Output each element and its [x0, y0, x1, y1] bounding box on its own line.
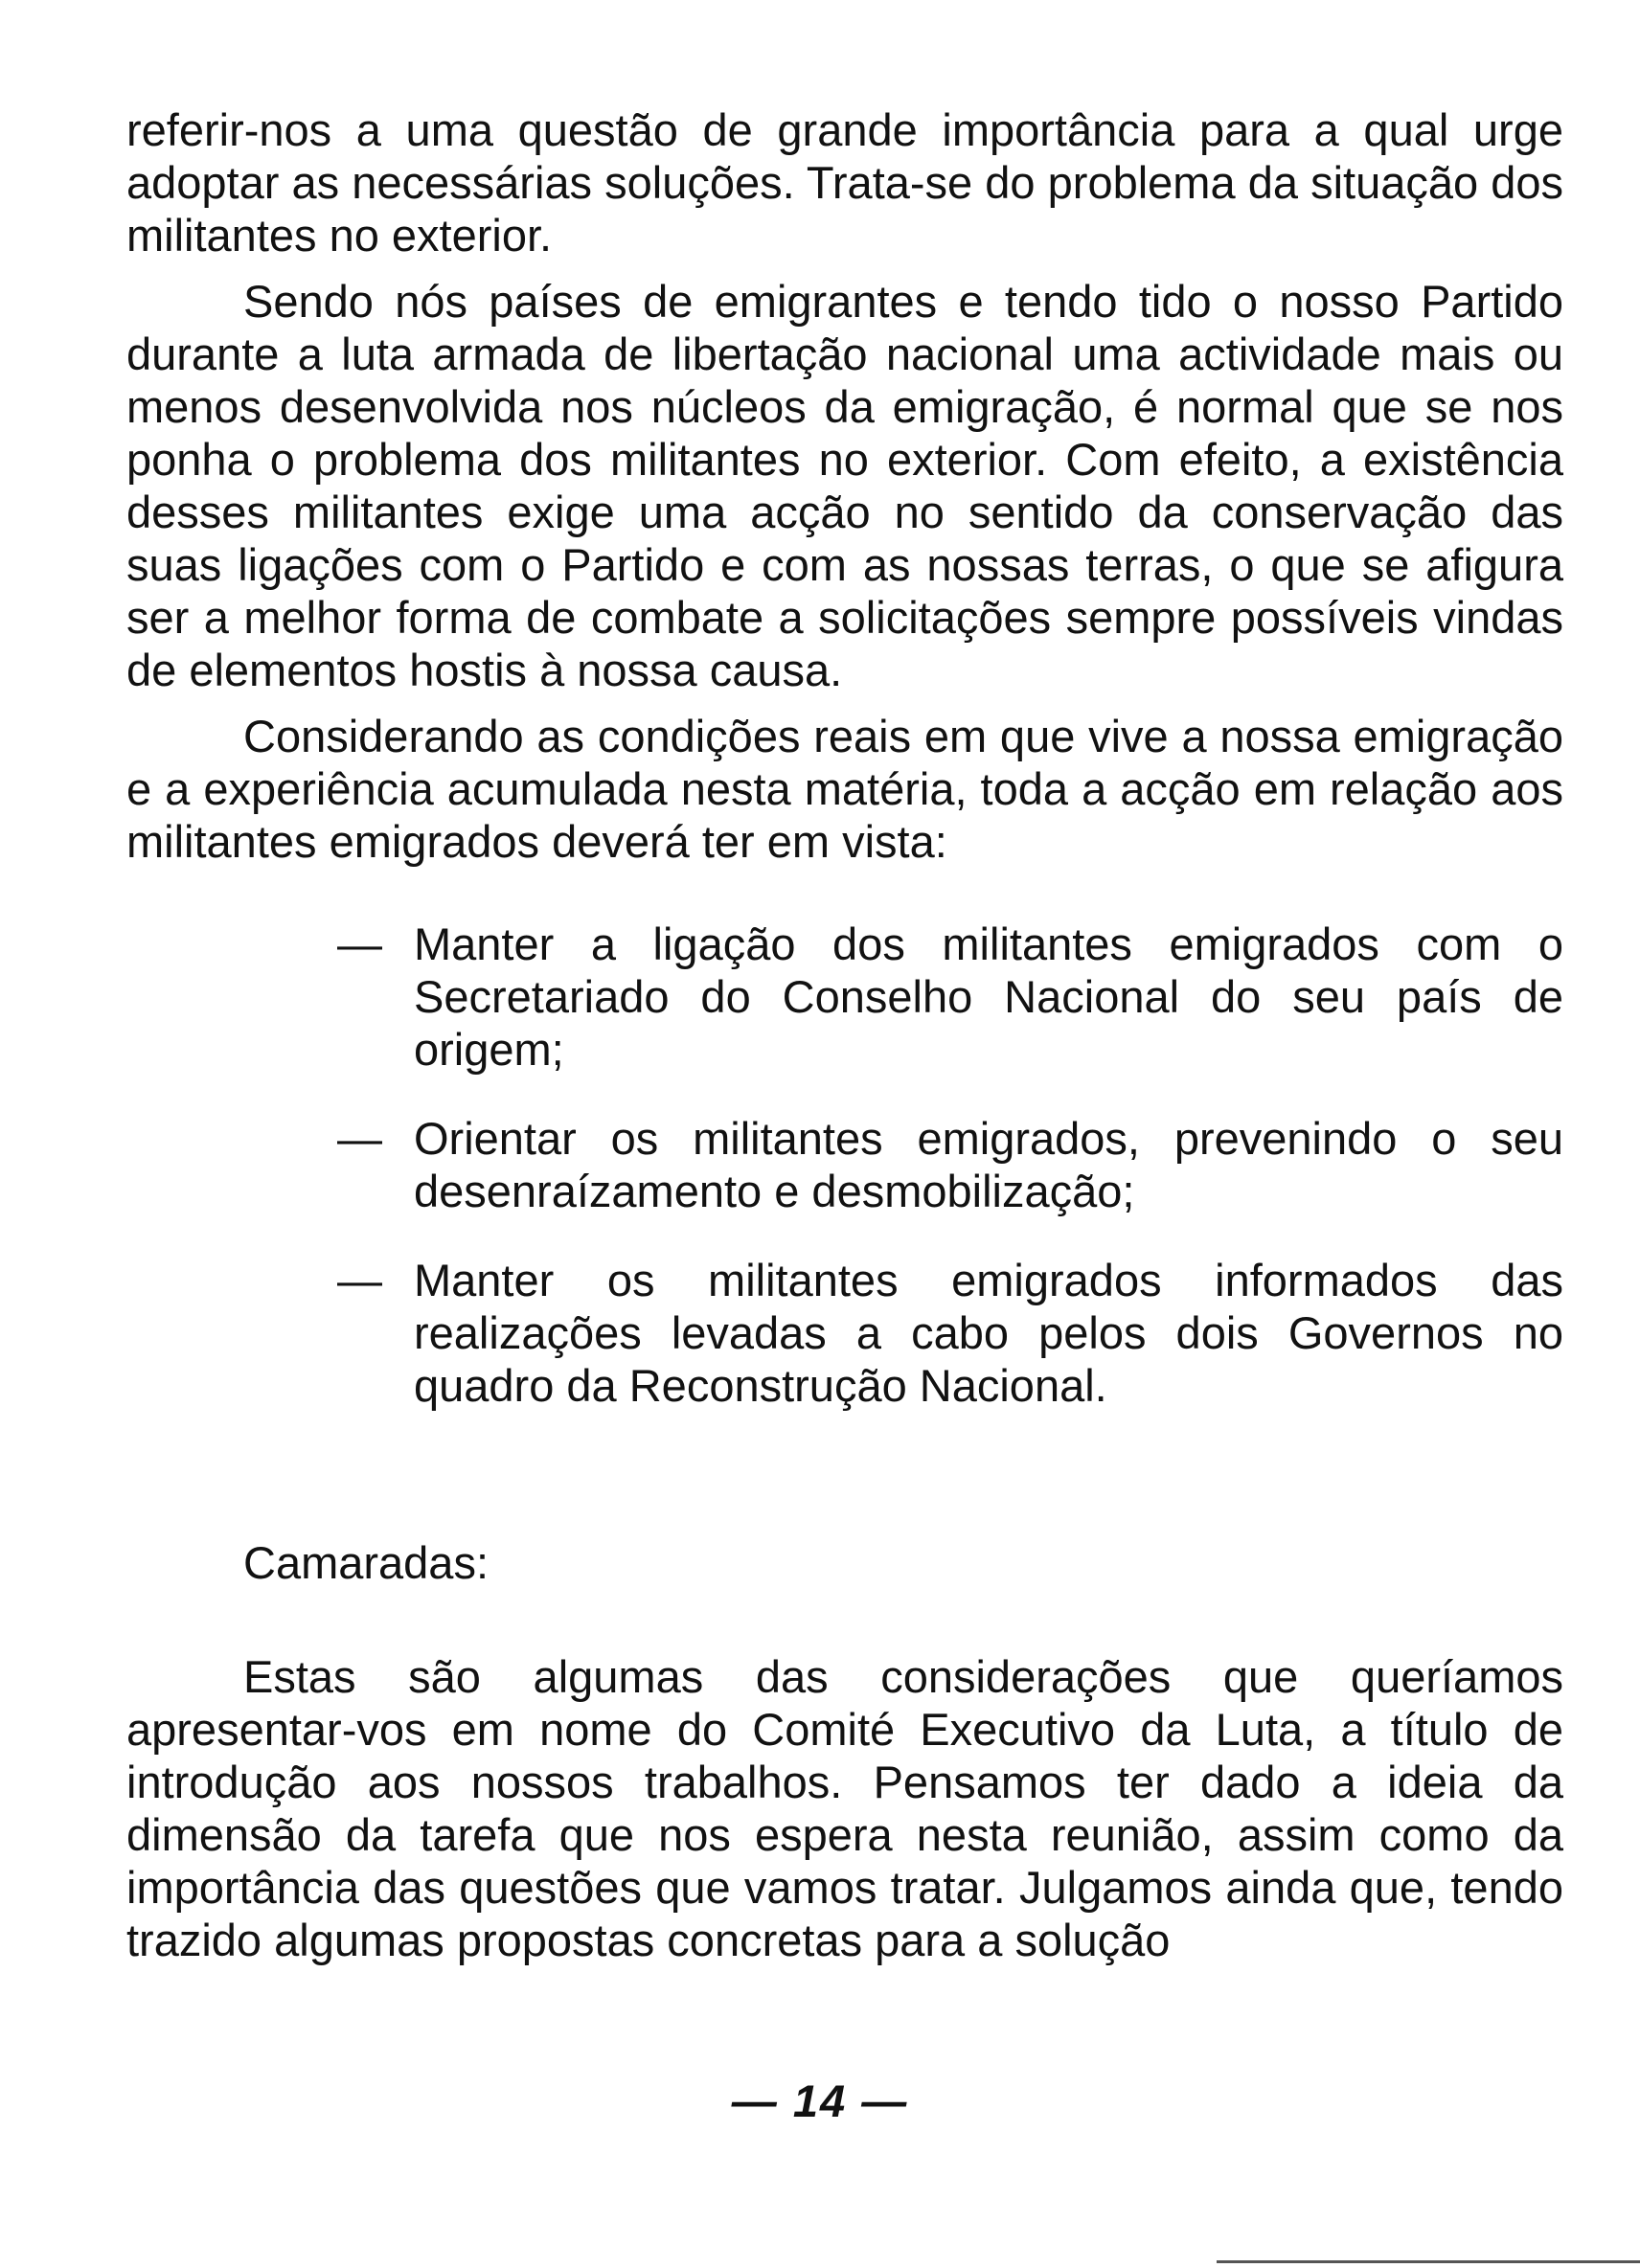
list-item: [337, 1254, 1563, 1412]
dash-marker: —: [337, 919, 382, 969]
dash-marker: —: [337, 1113, 382, 1164]
document-page: [126, 103, 1563, 1980]
paragraph-closing: Estas são algumas das considerações que queríamos apresentar-vos em nome do Comité Executivo da Luta, a título de introdução aos nossos trabalhos. Pensamos ter dado a ideia da dimensão da tarefa que nos espera nesta reunião, assim como da importância das questões que vamos tratar. Julgamos ainda que, tendo trazido algumas propostas concretas para a solução: [126, 1651, 1563, 1965]
paragraph-conditions: Considerando as condições reais em que vive a nossa emigração e a experiência acumulada nesta matéria, toda a acção em relação aos militantes emigrados deverá ter em vista:: [126, 711, 1563, 867]
paragraph-emigrants: Sendo nós países de emigrantes e tendo tido o nosso Partido durante a luta armada de libertação nacional uma actividade mais ou menos desenvolvida nos núcleos da emigração, é normal que se nos ponha o problema dos militantes no exterior. Com efeito, a existência desses militantes exige uma acção no sentido da conservação das suas ligações com o Partido e com as nossas terras, o que se afigura ser a melhor forma de combate a solicitações sempre possíveis vindas de elementos hostis à nossa causa.: [126, 276, 1563, 695]
list-item-text: Manter os militantes emigrados informados das realizações levadas a cabo pelos dois Governos no quadro da Reconstrução Nacional.: [414, 1255, 1563, 1411]
bottom-rule-divider: [1217, 2260, 1640, 2263]
dash-marker: —: [337, 1255, 382, 1305]
salutation-heading: Camaradas:: [243, 1537, 489, 1588]
list-item: [337, 918, 1563, 1076]
objectives-list: [126, 918, 1563, 1412]
paragraph-continuation: referir-nos a uma questão de grande importância para a qual urge adoptar as necessárias soluções. Trata-se do problema da situação dos militantes no exterior.: [126, 104, 1563, 261]
list-item-text: Orientar os militantes emigrados, prevenindo o seu desenraízamento e desmobilização;: [414, 1113, 1563, 1216]
list-item-text: Manter a ligação dos militantes emigrados com o Secretariado do Conselho Nacional do seu país de origem;: [414, 919, 1563, 1075]
list-item: [337, 1112, 1563, 1217]
page-number: — 14 —: [731, 2075, 909, 2126]
